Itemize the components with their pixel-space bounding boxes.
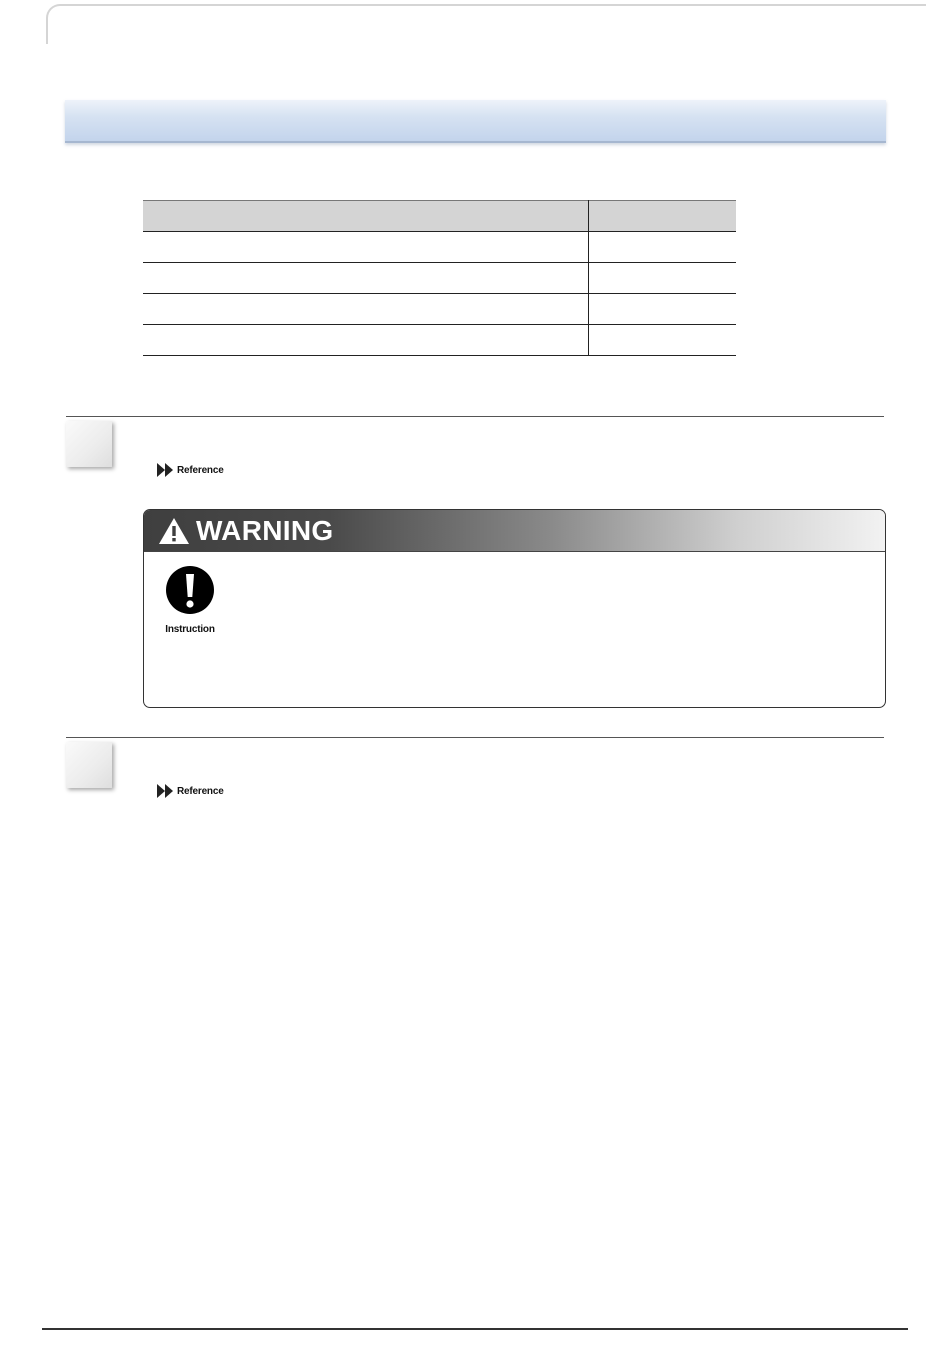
- table-row: [143, 294, 736, 325]
- reference-label: Reference: [177, 464, 224, 476]
- table-row: [143, 325, 736, 356]
- reference-label: Reference: [177, 785, 224, 797]
- table-cell: [143, 294, 588, 325]
- step-divider: [66, 737, 884, 738]
- table-cell: [143, 232, 588, 263]
- table-cell: [143, 325, 588, 356]
- double-arrow-icon: [157, 463, 173, 477]
- warning-title: WARNING: [196, 514, 334, 546]
- table-header-cell: [143, 201, 588, 232]
- table-cell: [588, 263, 736, 294]
- warning-box: [143, 509, 886, 708]
- step-number-box: [66, 742, 112, 788]
- step-divider: [66, 416, 884, 417]
- reference-link[interactable]: [157, 463, 224, 477]
- reference-link[interactable]: [157, 784, 224, 798]
- table-cell: [588, 325, 736, 356]
- spec-table: [143, 200, 736, 356]
- instruction-indicator: [164, 565, 216, 635]
- step-number-box: [66, 421, 112, 467]
- table-cell: [143, 263, 588, 294]
- warning-triangle-icon: [158, 517, 190, 545]
- table-cell: [588, 294, 736, 325]
- table-row: [143, 263, 736, 294]
- table-cell: [588, 232, 736, 263]
- page-frame: [46, 4, 926, 44]
- exclamation-circle-icon: [165, 565, 215, 620]
- double-arrow-icon: [157, 784, 173, 798]
- footer-rule: [42, 1328, 908, 1330]
- table-header-cell: [588, 201, 736, 232]
- table-header-row: [143, 201, 736, 232]
- section-header-bar: [65, 100, 886, 143]
- warning-header: [144, 510, 885, 552]
- instruction-label: Instruction: [165, 624, 215, 635]
- table-row: [143, 232, 736, 263]
